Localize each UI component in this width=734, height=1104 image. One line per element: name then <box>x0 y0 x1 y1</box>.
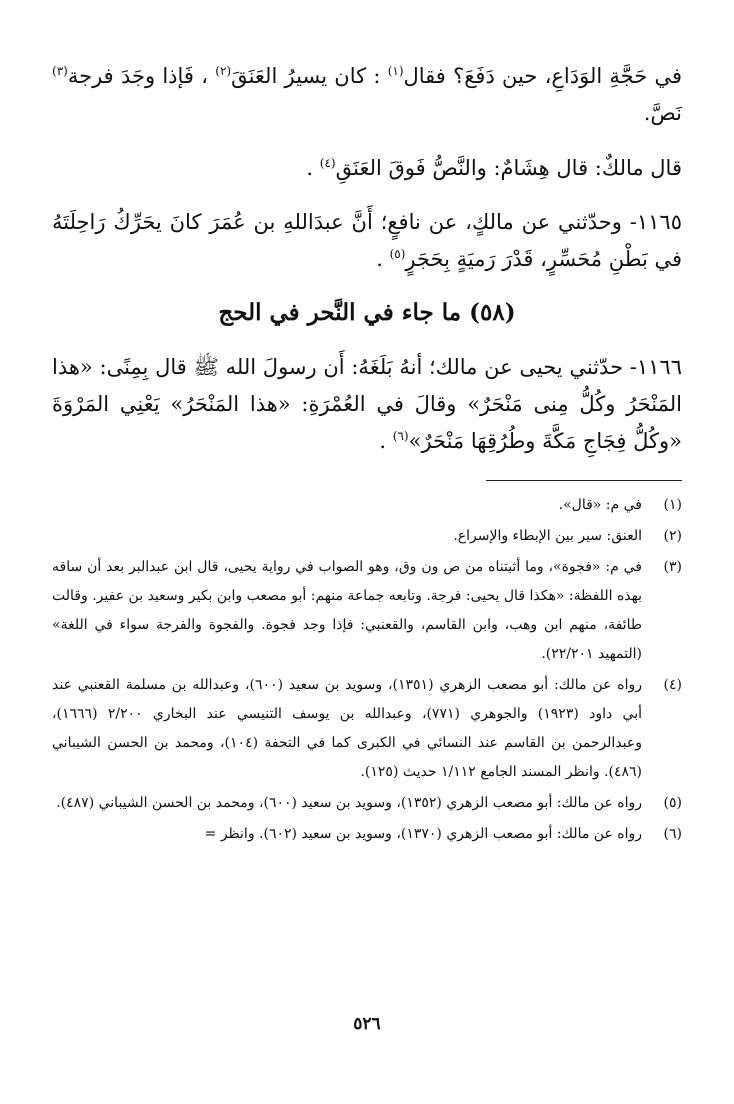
paragraph-malik <box>52 150 682 187</box>
hadith-1165 <box>52 204 682 278</box>
text-run: : كان يسيرُ العَنَقَ <box>231 64 388 88</box>
footnote-number: (٥) <box>663 795 682 811</box>
footnote-ref-1[interactable]: (١) <box>387 64 404 78</box>
main-text <box>52 58 682 460</box>
chapter-heading: (٥٨) ما جاء في النَّحر في الحج <box>218 299 516 326</box>
hadith-1166 <box>52 349 682 460</box>
page-number: ٥٢٦ <box>353 1014 381 1034</box>
footnote-divider <box>486 480 682 481</box>
footnote-text: رواه عن مالك: أبو مصعب الزهري (١٣٥١)، وسويد بن سعيد (٦٠٠)، وعبدالله بن مسلمة القعنبي عند أبي داود (١٩٢٣) والجوهري (٧٧١)، وعبدالله بن يوسف التنيسي عند البخاري ٢/٢٠٠ (١٦٦٦)، وعبدالرحمن بن القاسم عند النسائي في الكبرى كما في التحفة (١٠٤)، ومحمد بن الحسن الشيباني (٤٨٦). وانظر المسند الجامع ١/١١٢ حديث (١٢٥). <box>52 677 643 780</box>
footnote-item <box>52 491 682 520</box>
text-run: . <box>306 156 320 180</box>
text-run: . <box>379 429 393 453</box>
footnote-ref-4[interactable]: (٤) <box>319 156 336 170</box>
footnote-text: رواه عن مالك: أبو مصعب الزهري (١٣٥٢)، وسويد بن سعيد (٦٠٠)، ومحمد بن الحسن الشيباني (٤٨٧). <box>56 795 642 811</box>
footnote-number: (٦) <box>663 826 682 842</box>
footnote-number: (٤) <box>663 677 682 693</box>
footnotes <box>52 491 682 849</box>
footnote-ref-3[interactable]: (٣) <box>52 64 68 78</box>
footnote-number: (٣) <box>663 559 682 575</box>
text-run: نَصَّ. <box>643 101 682 125</box>
footnote-text: العنق: سير بين الإبطاء والإسراع. <box>453 528 642 544</box>
footnote-item <box>52 522 682 551</box>
footnote-item <box>52 789 682 818</box>
footnote-item <box>52 820 682 849</box>
footnote-item <box>52 553 682 669</box>
footnote-text: في م: «فجوة»، وما أثبتناه من ص ون وق، وهو الصواب في رواية يحيى، قال ابن عبدالبر بعد أن ساقه بهذه اللفظة: «هكذا قال يحيى: فرجة. وتابعه جماعة منهم: أبو مصعب وابن بكير وسعيد بن عفير. وقالت طائفة، منهم ابن وهب، وابن القاسم، والقعنبي: فإذا وجد فجوة. والفجوة والفرجة سواء في اللغة» (التمهيد ٢٢/٢٠١). <box>52 559 642 662</box>
footnote-text: في م: «قال». <box>558 497 642 513</box>
text-run: في حَجَّةِ الوَدَاعِ، حين دَفَعَ؟ فقال <box>403 64 683 88</box>
footnote-number: (٢) <box>663 528 682 544</box>
footnote-ref-2[interactable]: (٢) <box>215 64 232 78</box>
footnote-item <box>52 671 682 787</box>
footnote-number: (١) <box>663 497 682 513</box>
text-run: . <box>376 247 390 271</box>
text-run: ١١٦٥- وحدّثني عن مالكٍ، عن نافعٍ؛ أَنَّ عبدَاللهِ بن عُمَرَ كانَ يحَرِّكُ رَاحِلَتَهُ في بَطْنِ مُحَسِّرٍ، قَدْرَ رَميَةٍ بِحَجَرٍ <box>52 210 682 271</box>
page <box>52 58 682 1104</box>
text-run: ، فَإذا وجَدَ فرجة <box>67 64 216 88</box>
footnote-text: رواه عن مالك: أبو مصعب الزهري (١٣٧٠)، وسويد بن سعيد (٦٠٢). وانظر = <box>204 826 642 842</box>
text-run: قال مالكٌ: قال هِشَامٌ: والنَّصُّ فَوقَ العَنَقِ <box>335 156 682 180</box>
footnote-ref-6[interactable]: (٦) <box>392 429 409 443</box>
paragraph-continuation <box>52 58 682 132</box>
text-run: ١١٦٦- حدّثني يحيى عن مالك؛ أنهُ بَلَغَهُ: أَن رسولَ الله ﷺ قال بِمِنًى: «هذا المَنْحَرُ وكُلُّ مِنى مَنْحَرٌ» وقالَ في العُمْرَةِ: «هذا المَنْحَرُ» يَعْنِي المَرْوَةَ «وكُلُّ فِجَاجِ مَكَّةَ وطُرُقِهَا مَنْحَرٌ» <box>52 355 682 453</box>
footnote-ref-5[interactable]: (٥) <box>389 247 406 261</box>
